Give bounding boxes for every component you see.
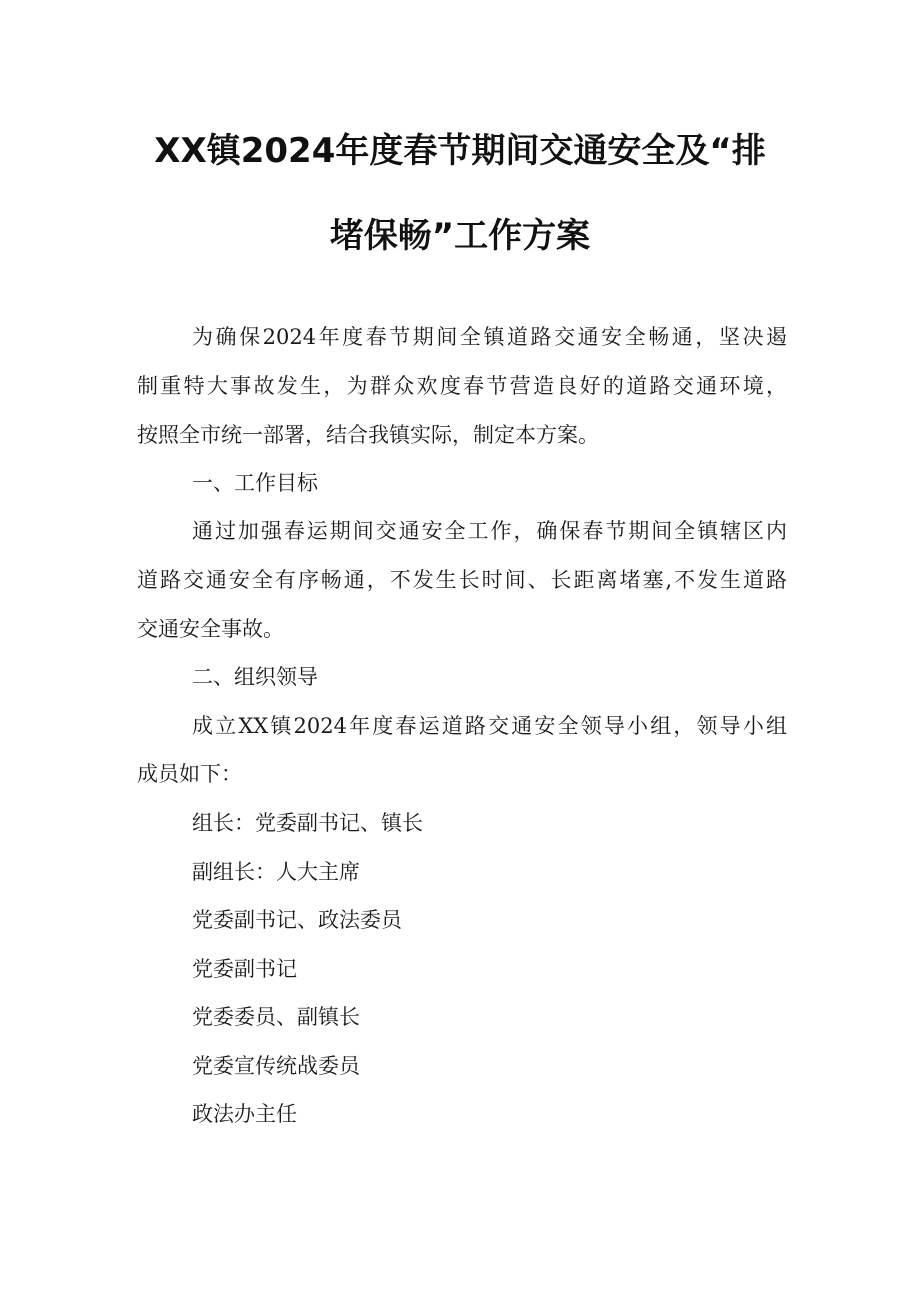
section-2-heading: 二、组织领导	[192, 665, 318, 689]
member-item: 党委宣传统战委员	[192, 1054, 360, 1078]
section-1-paragraph-line-2: 道路交通安全有序畅通，不发生长时间、长距离堵塞,不发生道路	[137, 568, 787, 592]
intro-paragraph-line-3: 按照全市统一部署，结合我镇实际，制定本方案。	[137, 423, 599, 447]
section-1-paragraph-line-3: 交通安全事故。	[137, 617, 284, 641]
document-title-line-1: XX镇2024年度春节期间交通安全及“排	[154, 131, 766, 171]
section-2-paragraph-line-1: 成立XX镇2024年度春运道路交通安全领导小组，领导小组	[192, 714, 787, 738]
section-1-paragraph-line-1: 通过加强春运期间交通安全工作，确保春节期间全镇辖区内	[192, 519, 787, 543]
member-item: 组长：党委副书记、镇长	[192, 811, 423, 835]
intro-paragraph-line-1: 为确保2024年度春节期间全镇道路交通安全畅通，坚决遏	[192, 325, 787, 349]
document-title-line-2: 堵保畅”工作方案	[329, 216, 591, 256]
section-1-heading: 一、工作目标	[192, 471, 318, 495]
intro-paragraph-line-2: 制重特大事故发生，为群众欢度春节营造良好的道路交通环境，	[137, 374, 787, 398]
member-item: 党委副书记	[192, 957, 297, 981]
member-item: 党委委员、副镇长	[192, 1005, 360, 1029]
member-item: 政法办主任	[192, 1102, 297, 1126]
member-item: 副组长：人大主席	[192, 860, 360, 884]
member-item: 党委副书记、政法委员	[192, 908, 402, 932]
section-2-paragraph-line-2: 成员如下：	[137, 762, 242, 786]
